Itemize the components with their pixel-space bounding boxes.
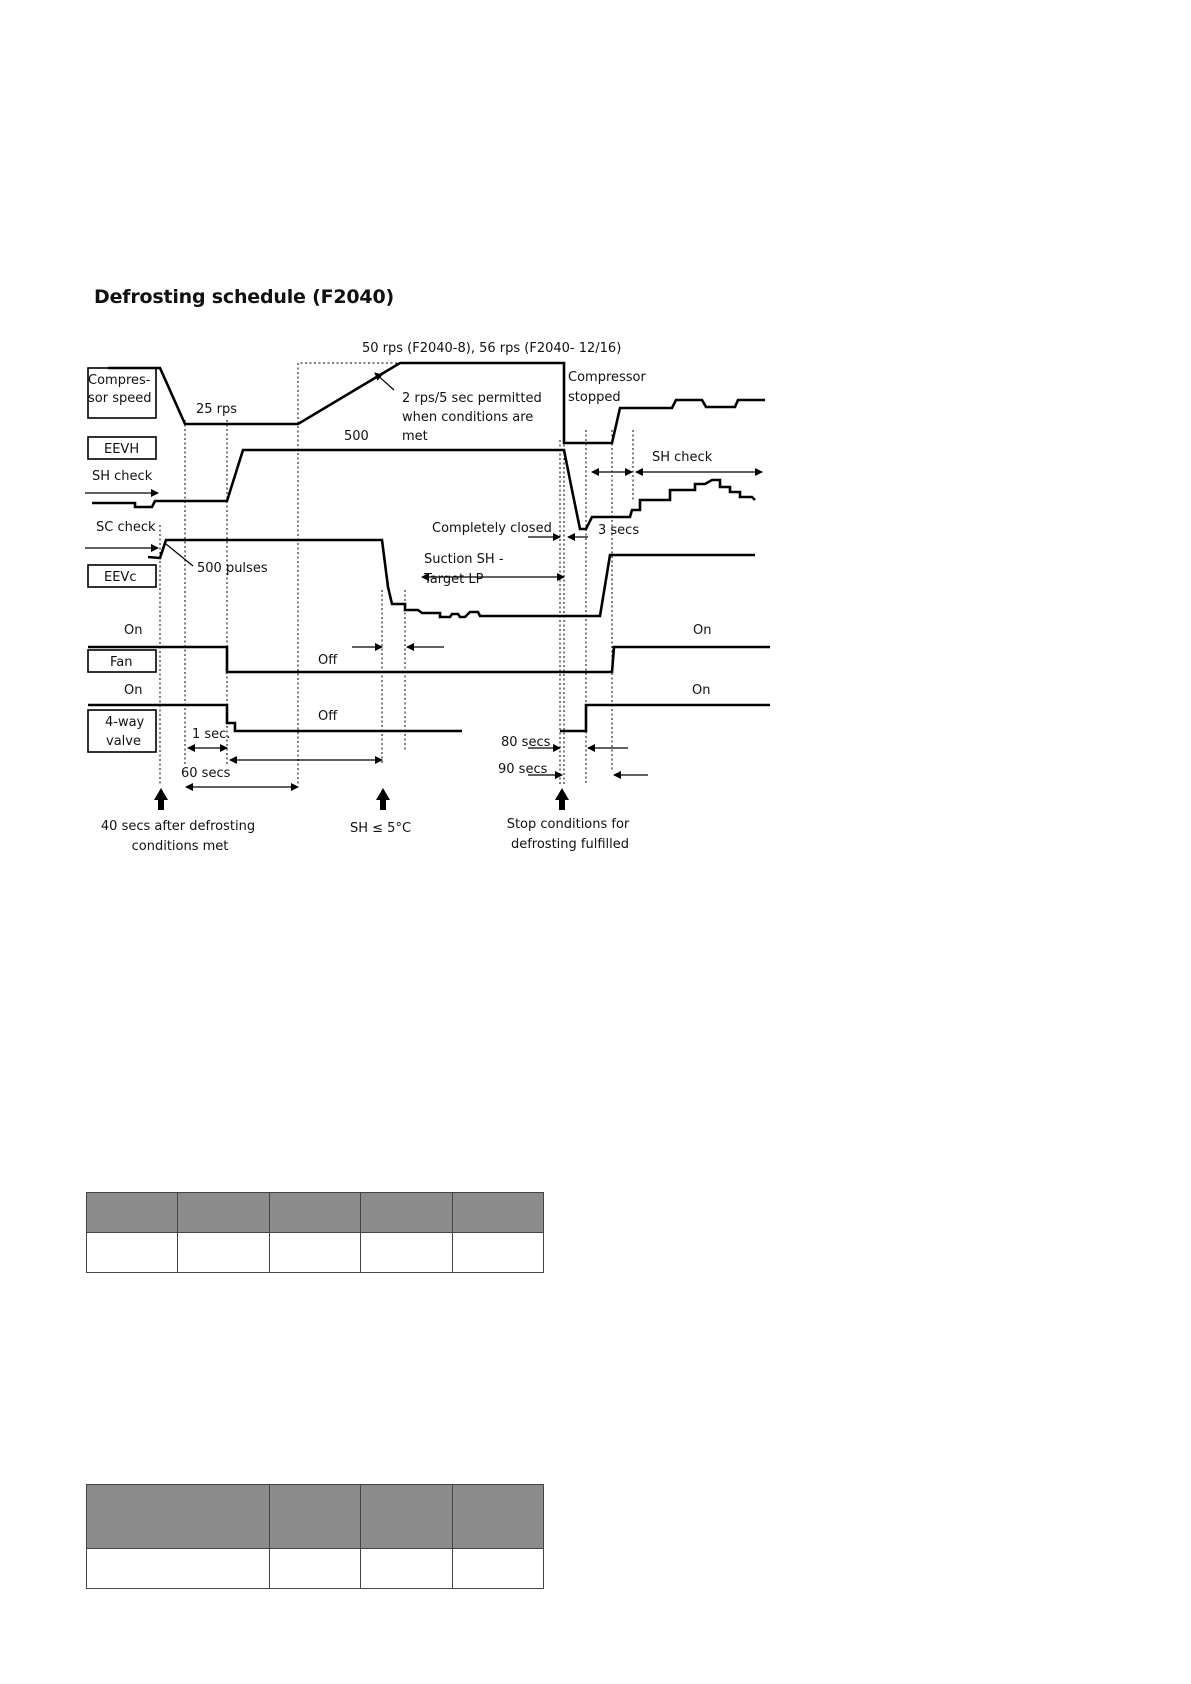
annotation-texts xyxy=(101,341,713,854)
secs80-label: 80 secs xyxy=(501,735,551,750)
event-markers xyxy=(154,788,569,810)
compressor-speed-label: Compres-sor speed xyxy=(88,373,152,406)
secs3-label: 3 secs xyxy=(598,523,640,538)
table-cell xyxy=(361,1233,452,1273)
row-labels xyxy=(88,368,156,752)
table-cell xyxy=(87,1233,178,1273)
fan-trace xyxy=(88,647,770,672)
four-way-valve-label: 4-way valve xyxy=(105,715,145,749)
secs60-label: 60 secs xyxy=(181,766,231,781)
table-cell xyxy=(361,1485,452,1549)
table-cell xyxy=(87,1193,178,1233)
event-sh-arrow-icon xyxy=(376,788,390,810)
table-cell xyxy=(452,1233,543,1273)
sh-check-left-label: SH check xyxy=(92,469,153,484)
table-cell xyxy=(87,1549,270,1589)
table-2 xyxy=(86,1484,544,1589)
event-stop-arrow-icon xyxy=(555,788,569,810)
table-1-header-row xyxy=(87,1193,544,1233)
table-cell xyxy=(452,1549,543,1589)
sh-check-right-label: SH check xyxy=(652,450,713,465)
table-cell xyxy=(452,1193,543,1233)
table-2-header-row xyxy=(87,1485,544,1549)
table-1-row xyxy=(87,1233,544,1273)
table-cell xyxy=(178,1233,269,1273)
event-sh-label: SH ≤ 5°C xyxy=(350,821,412,836)
table-cell xyxy=(178,1193,269,1233)
pulses-500-top-label: 500 xyxy=(344,429,369,444)
secs90-label: 90 secs xyxy=(498,762,548,777)
table-1 xyxy=(86,1192,544,1273)
page-title: Defrosting schedule (F2040) xyxy=(94,286,394,308)
event-start-arrow-icon xyxy=(154,788,168,810)
table-2-row xyxy=(87,1549,544,1589)
four-way-valve-trace xyxy=(88,705,770,731)
fan-on-left-label: On xyxy=(124,623,143,638)
table-cell xyxy=(270,1485,361,1549)
table-cell xyxy=(269,1193,360,1233)
completely-closed-label: Completely closed xyxy=(432,521,552,536)
table-cell xyxy=(87,1485,270,1549)
valve-on-right-label: On xyxy=(692,683,711,698)
ramp-label: 2 rps/5 sec permitted when conditions are met xyxy=(402,391,542,444)
rps25-label: 25 rps xyxy=(196,402,238,417)
top-speed-label: 50 rps (F2040-8), 56 rps (F2040- 12/16) xyxy=(362,341,622,356)
pulses-500-label: 500 pulses xyxy=(197,561,268,576)
fan-off-label: Off xyxy=(318,653,338,668)
eevc-label: EEVc xyxy=(104,570,137,585)
table-cell xyxy=(361,1193,452,1233)
fan-on-right-label: On xyxy=(693,623,712,638)
valve-off-label: Off xyxy=(318,709,338,724)
event-stop-label: Stop conditions for defrosting fulfilled xyxy=(506,817,630,852)
table-cell xyxy=(452,1485,543,1549)
fan-label: Fan xyxy=(110,655,133,670)
compressor-stopped-label: Compressor stopped xyxy=(568,370,646,405)
event-start-label: 40 secs after defrosting conditions met xyxy=(100,819,256,854)
table-cell xyxy=(270,1549,361,1589)
eevh-label: EEVH xyxy=(104,442,140,457)
sec1-label: 1 sec. xyxy=(192,727,231,742)
sc-check-label: SC check xyxy=(96,520,156,535)
table-cell xyxy=(269,1233,360,1273)
table-cell xyxy=(361,1549,452,1589)
suction-label: Suction SH -Target LP xyxy=(424,552,504,587)
valve-on-left-label: On xyxy=(124,683,143,698)
